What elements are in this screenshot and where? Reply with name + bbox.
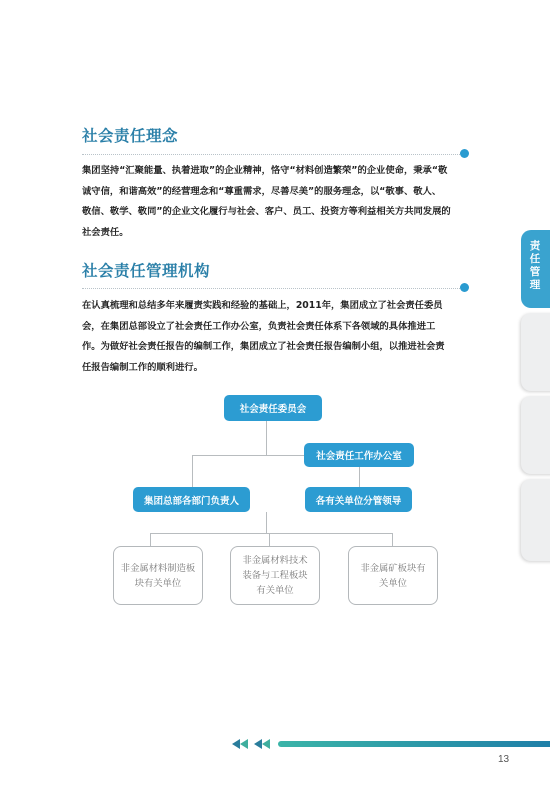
divider-dot	[460, 283, 469, 292]
section-heading-csr-organization: 社会责任管理机构	[82, 262, 211, 280]
section-divider	[82, 154, 460, 155]
connector-line	[192, 455, 193, 487]
chevron-left-icon	[262, 739, 270, 749]
connector-line	[192, 455, 304, 456]
csr-organization-paragraph	[82, 296, 467, 378]
org-node-unit	[348, 546, 438, 605]
org-node-unit-line: 非金属材料制造板	[120, 562, 196, 574]
paragraph-line: 集团坚持“汇聚能量、执着进取”的企业精神，恪守“材料创造繁荣”的企业使命，秉承“敬	[82, 165, 448, 176]
paragraph-line: 作。为做好社会责任报告的编制工作，集团成立了社会责任报告编制小组，以推进社会责	[82, 341, 445, 352]
org-node-unit-leaders: 各有关单位分管领导	[305, 487, 412, 512]
org-node-unit-line: 非金属材料技术	[242, 555, 308, 566]
org-node-unit-line: 非金属矿板块有	[360, 562, 426, 574]
connector-line	[266, 512, 267, 533]
connector-line	[150, 533, 151, 546]
connector-line	[150, 533, 392, 534]
divider-dot	[460, 149, 469, 158]
side-tab[interactable]	[521, 479, 550, 561]
side-tab-responsibility-management[interactable]	[521, 230, 550, 308]
connector-line	[266, 421, 267, 455]
org-node-committee: 社会责任委员会	[224, 395, 322, 421]
section-heading-csr-philosophy: 社会责任理念	[82, 127, 179, 145]
paragraph-line: 会，在集团总部设立了社会责任工作办公室，负责社会责任体系下各领域的具体推进工	[82, 320, 436, 332]
paragraph-line: 在认真梳理和总结多年来履责实践和经验的基础上，2011年，集团成立了社会责任委员	[82, 300, 443, 311]
chevron-left-icon	[240, 739, 248, 749]
org-node-unit-line: 装备与工程板块	[242, 570, 308, 581]
connector-line	[392, 533, 393, 546]
connector-line	[359, 467, 360, 487]
section-divider	[82, 288, 460, 289]
side-tab[interactable]	[521, 396, 550, 474]
chevron-left-icon	[232, 739, 240, 749]
org-node-unit	[230, 546, 320, 605]
chevron-left-icon	[254, 739, 262, 749]
side-tab-label: 责任管理	[529, 240, 541, 291]
org-node-office: 社会责任工作办公室	[304, 443, 414, 467]
side-tab[interactable]	[521, 313, 550, 391]
page-number: 13	[498, 754, 510, 765]
org-node-dept-heads: 集团总部各部门负责人	[133, 487, 250, 512]
connector-line	[269, 533, 270, 546]
org-node-unit-line: 关单位	[379, 577, 407, 589]
csr-philosophy-paragraph	[82, 161, 467, 243]
paragraph-line: 任报告编制工作的顺利进行。	[82, 361, 203, 373]
org-node-unit-line: 有关单位	[256, 585, 294, 596]
org-node-unit	[113, 546, 203, 605]
paragraph-line: 诚守信，和谐高效”的经营理念和“尊重需求，尽善尽美”的服务理念，以“敬事、敬人、	[82, 185, 442, 197]
org-node-unit-line: 块有关单位	[134, 577, 182, 589]
footer-bar	[278, 741, 550, 747]
paragraph-line: 敬信、敬学、敬同”的企业文化履行与社会、客户、员工、投资方等利益相关方共同发展的	[82, 206, 451, 217]
paragraph-line: 社会责任。	[82, 226, 129, 238]
